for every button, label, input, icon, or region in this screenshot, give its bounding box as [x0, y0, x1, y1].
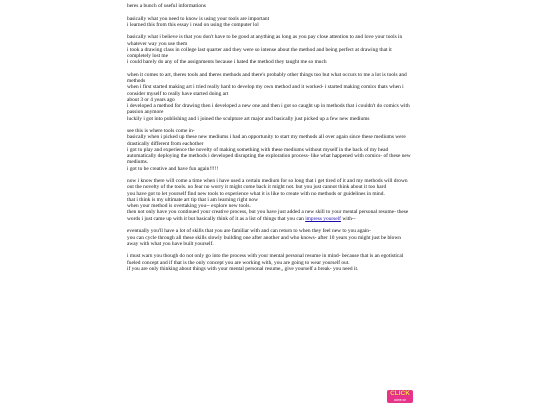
paragraph-tools-and-methods: when it comes to art, theres tools and theres methods and there's probably other things too but what occurs to me a lot is tools and methods when i first started making art i tried really hard to develop my own method and it worked- i started making comics thats when i consider myself to really have started doing art about 3 or 4 years ago i developed a method for drawing then i developed a new one and then i got so caught up in methods that i couldn't do comics with passion anymore luckily i got into publishing and i joined the sculpture art major and basically just picked up a few new mediums — [127, 71, 410, 122]
paragraph-tools-important: basically what you need to know is using your tools are important i learned this from this essay i read on using the computer lol — [127, 15, 270, 28]
paragraph-drawing-class: basically what i believe is that you don't have to be good at anything as long as you pay close attention to and love your tools in whatever way you use them i took a drawing class in college last quarter and they were so intense about the method and being perfect at drawing that it completely lost me i could barely do any of the assignments because i hated the method they taught me so much — [127, 34, 403, 66]
paragraph-skills: eventually you'll have a lot of skills that you are familiar with and can return to when they feel new to you again- you can cycle through all these skills slowly building one after another and who knows- after 10 years you might just be blown away with what you have built yourself. — [127, 228, 401, 247]
paragraph-art-tip — [127, 178, 411, 222]
badge-subtitle: come on — [393, 398, 407, 402]
click-badge[interactable] — [387, 390, 413, 403]
paragraph-intro: heres a bunch of useful informations — [127, 3, 206, 9]
article-body — [127, 3, 411, 278]
impress-yourself-link[interactable]: impress yourself — [305, 215, 341, 222]
art-tip-text: now i know there will come a time when i have used a certain medium for so long that i get tired of it and my methods will drown out the novelty of the tools. no fear no worry it might come back it might not. but you just cannot think about it too hard you have got to let yourself find new tools to experience what it is like to create with no methods or guidelines in mind. that i think is my ultimate art tip that i am learning right now when your method is overtaking you-- explore new tools. then not only have you continued your creative process, but you have just added a new skill to your mental personal resume- these words i just came up with it but basically think of it as a list of things that you can — [127, 178, 409, 222]
paragraph-warning: i must warn you though do not only go into the process with your mental personal resume in mind- because that is an egotistical fueled concept and if that is the only concept you are working with, you are going to wear yourself out. if you are only thinking about things with your mental personal resume,, give yourself a break- you need it. — [127, 253, 404, 272]
paragraph-new-mediums: see this is where tools come in- basically when i picked up these new mediums i had an opportunity to start my methods all over again since these mediums were drastically different from eachother i got to play and experience the novelty of making something with these mediums without myself in the back of my head automatically deploying the methods i developed disrupting the exploration process- like what happened with comics- of these new mediums. i got to be creative and have fun again!!!!! — [127, 128, 411, 172]
badge-title: CLICK — [390, 390, 410, 397]
link-trailing-text: with-- — [340, 215, 356, 222]
